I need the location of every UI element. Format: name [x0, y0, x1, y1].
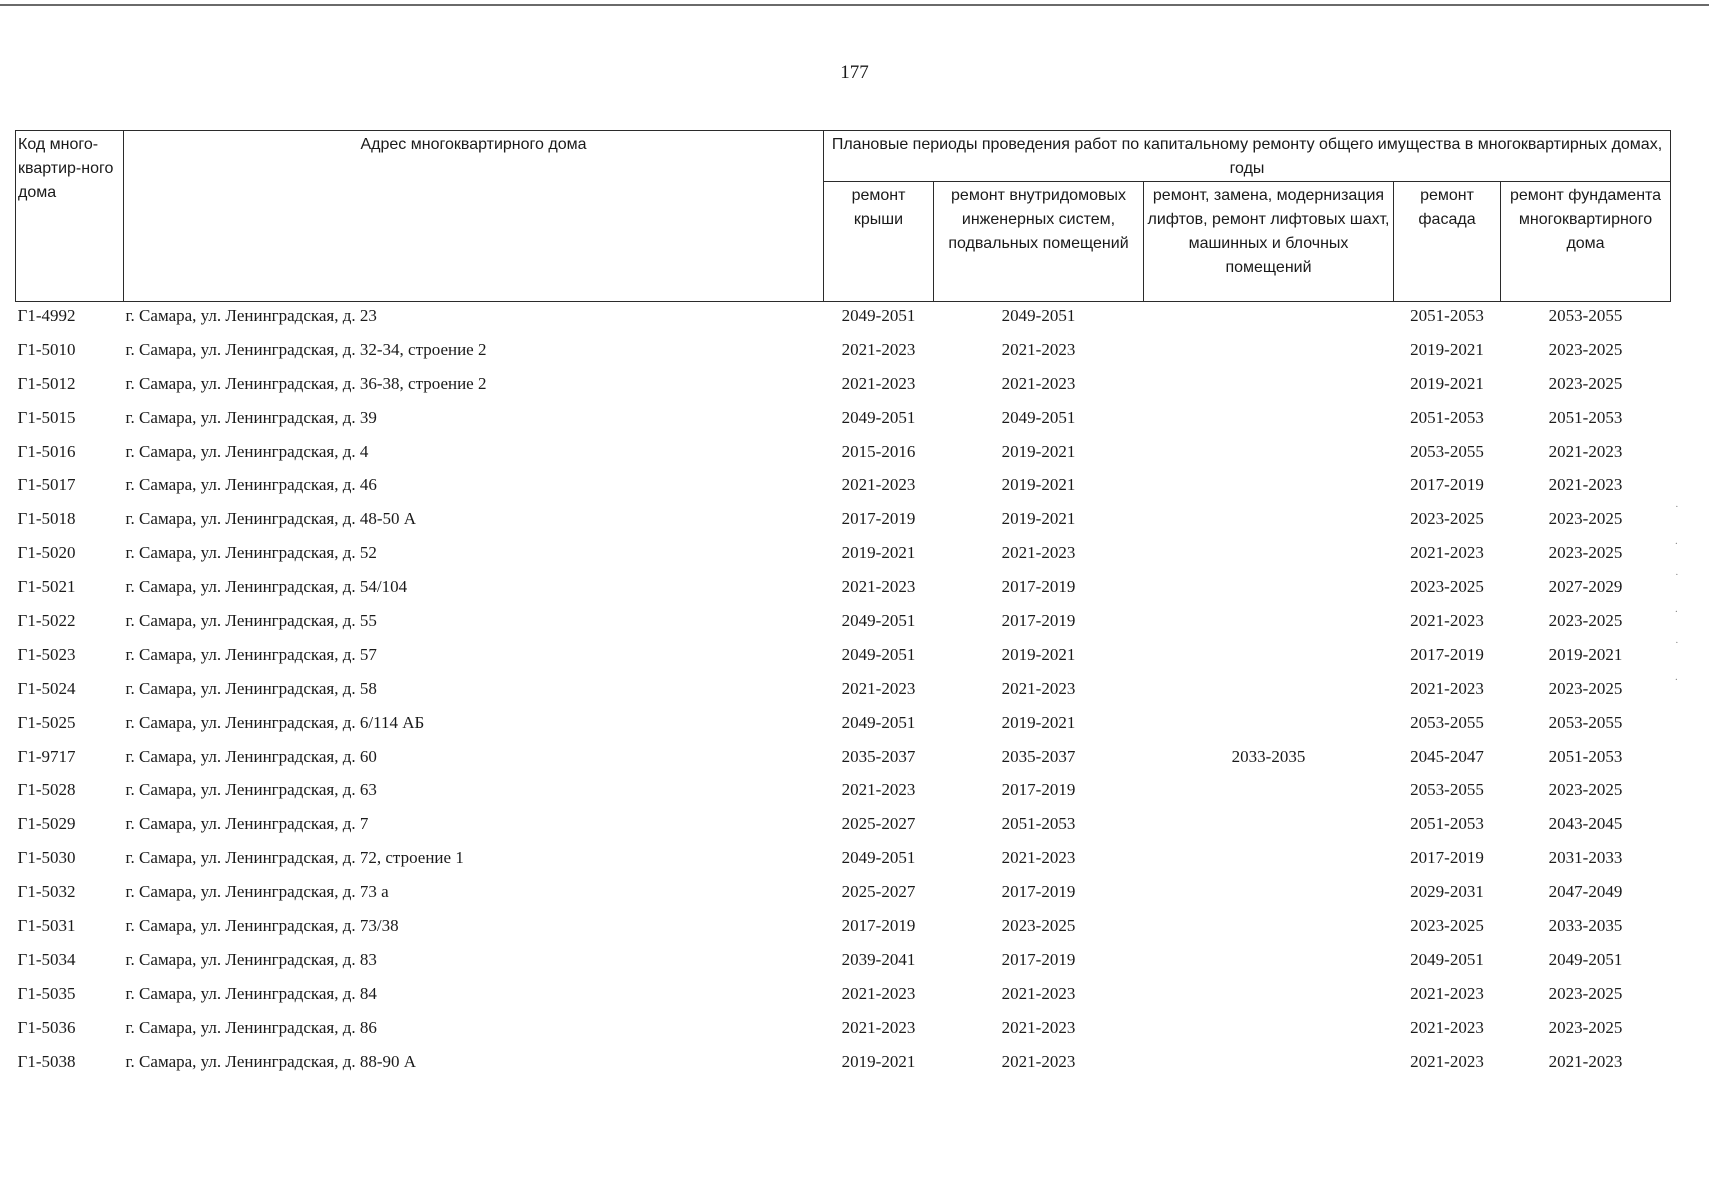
- cell-code: Г1-5038: [17, 1051, 76, 1071]
- header-elevators: ремонт, замена, модернизация лифтов, ремонт лифтовых шахт, машинных и блочных помещений: [1144, 182, 1394, 302]
- cell-code: Г1-5020: [17, 543, 76, 563]
- page-number: 177: [840, 62, 869, 83]
- cell-engineering: 2019-2021: [1001, 644, 1076, 664]
- cell-foundation: 2019-2021: [1548, 644, 1623, 664]
- cell-engineering: 2049-2051: [1001, 306, 1076, 325]
- table-row: [16, 641, 1671, 675]
- table-row: [16, 336, 1671, 370]
- cell-facade: 2051-2053: [1410, 306, 1484, 325]
- cell-address: г. Самара, ул. Ленинградская, д. 46: [125, 475, 377, 495]
- table-row: [16, 471, 1671, 505]
- cell-facade: 2021-2023: [1410, 611, 1484, 631]
- cell-elevators: [1144, 1048, 1394, 1082]
- table-row: [16, 1014, 1671, 1048]
- cell-roof: 2049-2051: [841, 306, 916, 325]
- cell-roof: 2049-2051: [841, 407, 916, 427]
- cell-address: г. Самара, ул. Ленинградская, д. 32-34, строение 2: [125, 339, 487, 359]
- table-row: [16, 946, 1671, 980]
- cell-foundation: 2051-2053: [1548, 746, 1623, 766]
- cell-engineering: 2019-2021: [1001, 509, 1076, 529]
- cell-code: Г1-5036: [17, 1017, 76, 1037]
- cell-engineering: 2019-2021: [1001, 475, 1076, 495]
- cell-address: г. Самара, ул. Ленинградская, д. 63: [125, 780, 377, 800]
- cell-code: Г1-9717: [17, 746, 76, 766]
- cell-code: Г1-5010: [17, 339, 76, 359]
- cell-engineering: 2035-2037: [1001, 746, 1076, 766]
- cell-elevators: [1144, 336, 1394, 370]
- table-row: [16, 302, 1671, 336]
- cell-foundation: 2027-2029: [1548, 577, 1623, 597]
- cell-address: г. Самара, ул. Ленинградская, д. 23: [125, 306, 377, 325]
- cell-roof: 2025-2027: [841, 814, 916, 834]
- header-roof: ремонт крыши: [824, 182, 934, 302]
- cell-code: Г1-5031: [17, 916, 76, 936]
- cell-engineering: 2021-2023: [1001, 339, 1076, 359]
- cell-facade: 2051-2053: [1410, 814, 1484, 834]
- cell-code: Г1-4992: [17, 306, 76, 325]
- cell-address: г. Самара, ул. Ленинградская, д. 36-38, строение 2: [125, 373, 487, 393]
- cell-address: г. Самара, ул. Ленинградская, д. 73/38: [125, 916, 399, 936]
- cell-roof: 2049-2051: [841, 712, 916, 732]
- cell-foundation: 2053-2055: [1548, 712, 1623, 732]
- cell-facade: 2017-2019: [1410, 644, 1484, 664]
- cell-foundation: 2047-2049: [1548, 882, 1623, 902]
- cell-facade: 2051-2053: [1410, 407, 1484, 427]
- cell-engineering: 2049-2051: [1001, 407, 1076, 427]
- cell-foundation: 2021-2023: [1548, 441, 1623, 461]
- table-row: [16, 573, 1671, 607]
- cell-code: Г1-5018: [17, 509, 76, 529]
- cell-facade: 2049-2051: [1410, 949, 1484, 969]
- cell-engineering: 2017-2019: [1001, 611, 1076, 631]
- cell-engineering: 2021-2023: [1001, 543, 1076, 563]
- cell-code: Г1-5023: [17, 644, 76, 664]
- header-engineering: ремонт внутридомовых инженерных систем, подвальных помещений: [934, 182, 1144, 302]
- cell-roof: 2025-2027: [841, 882, 916, 902]
- cell-roof: 2017-2019: [841, 916, 916, 936]
- cell-foundation: 2023-2025: [1548, 780, 1623, 800]
- cell-elevators: [1144, 539, 1394, 573]
- cell-foundation: 2023-2025: [1548, 373, 1623, 393]
- cell-facade: 2053-2055: [1410, 780, 1484, 800]
- cell-foundation: 2031-2033: [1548, 848, 1623, 868]
- cell-elevators: [1144, 1014, 1394, 1048]
- cell-roof: 2019-2021: [841, 543, 916, 563]
- cell-address: г. Самара, ул. Ленинградская, д. 84: [125, 983, 377, 1003]
- cell-elevators: [1144, 810, 1394, 844]
- cell-engineering: 2017-2019: [1001, 882, 1076, 902]
- cell-code: Г1-5024: [17, 678, 76, 698]
- cell-code: Г1-5021: [17, 577, 76, 597]
- cell-foundation: 2021-2023: [1548, 1051, 1623, 1071]
- cell-code: Г1-5022: [17, 611, 76, 631]
- header-periods-group: Плановые периоды проведения работ по капитальному ремонту общего имущества в многоквартирных домах, годы: [824, 131, 1671, 182]
- cell-foundation: 2023-2025: [1548, 611, 1623, 631]
- cell-code: Г1-5032: [17, 882, 76, 902]
- cell-elevators: [1144, 404, 1394, 438]
- cell-elevators: [1144, 438, 1394, 472]
- table-row: [16, 675, 1671, 709]
- table-row: [16, 743, 1671, 777]
- cell-foundation: 2051-2053: [1548, 407, 1623, 427]
- table-row: [16, 878, 1671, 912]
- cell-code: Г1-5034: [17, 949, 76, 969]
- cell-foundation: 2023-2025: [1548, 1017, 1623, 1037]
- cell-address: г. Самара, ул. Ленинградская, д. 88-90 А: [125, 1051, 417, 1071]
- cell-facade: 2053-2055: [1410, 712, 1484, 732]
- cell-elevators: [1144, 505, 1394, 539]
- scan-artifacts: · . · . · .: [1675, 501, 1679, 683]
- cell-code: Г1-5025: [17, 712, 76, 732]
- cell-foundation: 2043-2045: [1548, 814, 1623, 834]
- cell-code: Г1-5016: [17, 441, 76, 461]
- capital-repair-table: [15, 130, 1671, 1081]
- cell-code: Г1-5012: [17, 373, 76, 393]
- cell-roof: 2035-2037: [841, 746, 916, 766]
- cell-facade: 2023-2025: [1410, 577, 1484, 597]
- cell-facade: 2019-2021: [1410, 373, 1484, 393]
- table-row: [16, 844, 1671, 878]
- cell-engineering: 2021-2023: [1001, 983, 1076, 1003]
- cell-elevators: [1144, 302, 1394, 336]
- header-code: Код много-квартир-ного дома: [16, 131, 124, 302]
- cell-roof: 2049-2051: [841, 611, 916, 631]
- table-row: [16, 607, 1671, 641]
- cell-roof: 2021-2023: [841, 780, 916, 800]
- table-row: [16, 912, 1671, 946]
- cell-foundation: 2023-2025: [1548, 983, 1623, 1003]
- cell-foundation: 2023-2025: [1548, 509, 1623, 529]
- cell-elevators: 2033-2035: [1231, 746, 1306, 766]
- table-row: [16, 980, 1671, 1014]
- cell-elevators: [1144, 878, 1394, 912]
- table-row: [16, 505, 1671, 539]
- cell-address: г. Самара, ул. Ленинградская, д. 48-50 А: [125, 509, 417, 529]
- cell-address: г. Самара, ул. Ленинградская, д. 60: [125, 746, 377, 766]
- cell-elevators: [1144, 471, 1394, 505]
- cell-elevators: [1144, 776, 1394, 810]
- cell-roof: 2021-2023: [841, 475, 916, 495]
- cell-address: г. Самара, ул. Ленинградская, д. 6/114 АБ: [125, 712, 425, 732]
- cell-address: г. Самара, ул. Ленинградская, д. 86: [125, 1017, 377, 1037]
- cell-code: Г1-5035: [17, 983, 76, 1003]
- cell-facade: 2045-2047: [1410, 746, 1484, 766]
- cell-roof: 2019-2021: [841, 1051, 916, 1071]
- cell-address: г. Самара, ул. Ленинградская, д. 58: [125, 678, 377, 698]
- cell-elevators: [1144, 607, 1394, 641]
- cell-roof: 2021-2023: [841, 1017, 916, 1037]
- cell-roof: 2017-2019: [841, 509, 916, 529]
- table-row: [16, 810, 1671, 844]
- cell-address: г. Самара, ул. Ленинградская, д. 83: [125, 949, 377, 969]
- cell-foundation: 2023-2025: [1548, 339, 1623, 359]
- cell-address: г. Самара, ул. Ленинградская, д. 55: [125, 611, 377, 631]
- cell-code: Г1-5029: [17, 814, 76, 834]
- cell-engineering: 2019-2021: [1001, 712, 1076, 732]
- cell-address: г. Самара, ул. Ленинградская, д. 73 а: [125, 882, 389, 902]
- cell-elevators: [1144, 946, 1394, 980]
- cell-facade: 2029-2031: [1410, 882, 1484, 902]
- cell-engineering: 2023-2025: [1001, 916, 1076, 936]
- cell-roof: 2039-2041: [841, 949, 916, 969]
- cell-roof: 2021-2023: [841, 577, 916, 597]
- cell-address: г. Самара, ул. Ленинградская, д. 54/104: [125, 577, 408, 597]
- cell-engineering: 2021-2023: [1001, 678, 1076, 698]
- cell-facade: 2017-2019: [1410, 475, 1484, 495]
- cell-roof: 2021-2023: [841, 339, 916, 359]
- cell-facade: 2019-2021: [1410, 339, 1484, 359]
- cell-address: г. Самара, ул. Ленинградская, д. 57: [125, 644, 377, 664]
- cell-roof: 2049-2051: [841, 644, 916, 664]
- cell-engineering: 2051-2053: [1001, 814, 1076, 834]
- cell-roof: 2021-2023: [841, 373, 916, 393]
- cell-code: Г1-5015: [17, 407, 76, 427]
- cell-facade: 2021-2023: [1410, 1051, 1484, 1071]
- cell-facade: 2017-2019: [1410, 848, 1484, 868]
- cell-engineering: 2021-2023: [1001, 1051, 1076, 1071]
- cell-address: г. Самара, ул. Ленинградская, д. 39: [125, 407, 377, 427]
- cell-elevators: [1144, 912, 1394, 946]
- cell-elevators: [1144, 675, 1394, 709]
- header-facade: ремонт фасада: [1394, 182, 1501, 302]
- cell-foundation: 2053-2055: [1548, 306, 1623, 325]
- table-body: [16, 302, 1671, 1082]
- cell-address: г. Самара, ул. Ленинградская, д. 4: [125, 441, 369, 461]
- cell-roof: 2021-2023: [841, 678, 916, 698]
- table-row: [16, 1048, 1671, 1082]
- cell-roof: 2049-2051: [841, 848, 916, 868]
- cell-engineering: 2017-2019: [1001, 577, 1076, 597]
- header-foundation: ремонт фундамента многоквартирного дома: [1501, 182, 1671, 302]
- cell-roof: 2021-2023: [841, 983, 916, 1003]
- cell-facade: 2023-2025: [1410, 509, 1484, 529]
- table-row: [16, 776, 1671, 810]
- cell-elevators: [1144, 709, 1394, 743]
- cell-foundation: 2023-2025: [1548, 543, 1623, 563]
- cell-elevators: [1144, 844, 1394, 878]
- header-address: Адрес многоквартирного дома: [124, 131, 824, 302]
- table-header: [16, 131, 1671, 302]
- cell-facade: 2021-2023: [1410, 983, 1484, 1003]
- cell-foundation: 2021-2023: [1548, 475, 1623, 495]
- cell-engineering: 2021-2023: [1001, 373, 1076, 393]
- cell-foundation: 2033-2035: [1548, 916, 1623, 936]
- cell-foundation: 2049-2051: [1548, 949, 1623, 969]
- cell-engineering: 2021-2023: [1001, 1017, 1076, 1037]
- top-border-line: [0, 4, 1709, 6]
- cell-facade: 2021-2023: [1410, 1017, 1484, 1037]
- cell-engineering: 2017-2019: [1001, 780, 1076, 800]
- cell-code: Г1-5030: [17, 848, 76, 868]
- cell-elevators: [1144, 573, 1394, 607]
- cell-facade: 2053-2055: [1410, 441, 1484, 461]
- table-row: [16, 709, 1671, 743]
- cell-address: г. Самара, ул. Ленинградская, д. 7: [125, 814, 369, 834]
- cell-engineering: 2017-2019: [1001, 949, 1076, 969]
- cell-elevators: [1144, 641, 1394, 675]
- cell-code: Г1-5017: [17, 475, 76, 495]
- cell-facade: 2021-2023: [1410, 678, 1484, 698]
- cell-roof: 2015-2016: [841, 441, 916, 461]
- cell-facade: 2021-2023: [1410, 543, 1484, 563]
- cell-code: Г1-5028: [17, 780, 76, 800]
- cell-address: г. Самара, ул. Ленинградская, д. 52: [125, 543, 377, 563]
- table-row: [16, 404, 1671, 438]
- cell-foundation: 2023-2025: [1548, 678, 1623, 698]
- cell-facade: 2023-2025: [1410, 916, 1484, 936]
- table-row: [16, 539, 1671, 573]
- table-row: [16, 438, 1671, 472]
- table-row: [16, 370, 1671, 404]
- cell-address: г. Самара, ул. Ленинградская, д. 72, строение 1: [125, 848, 464, 868]
- cell-engineering: 2019-2021: [1001, 441, 1076, 461]
- cell-elevators: [1144, 980, 1394, 1014]
- cell-engineering: 2021-2023: [1001, 848, 1076, 868]
- cell-elevators: [1144, 370, 1394, 404]
